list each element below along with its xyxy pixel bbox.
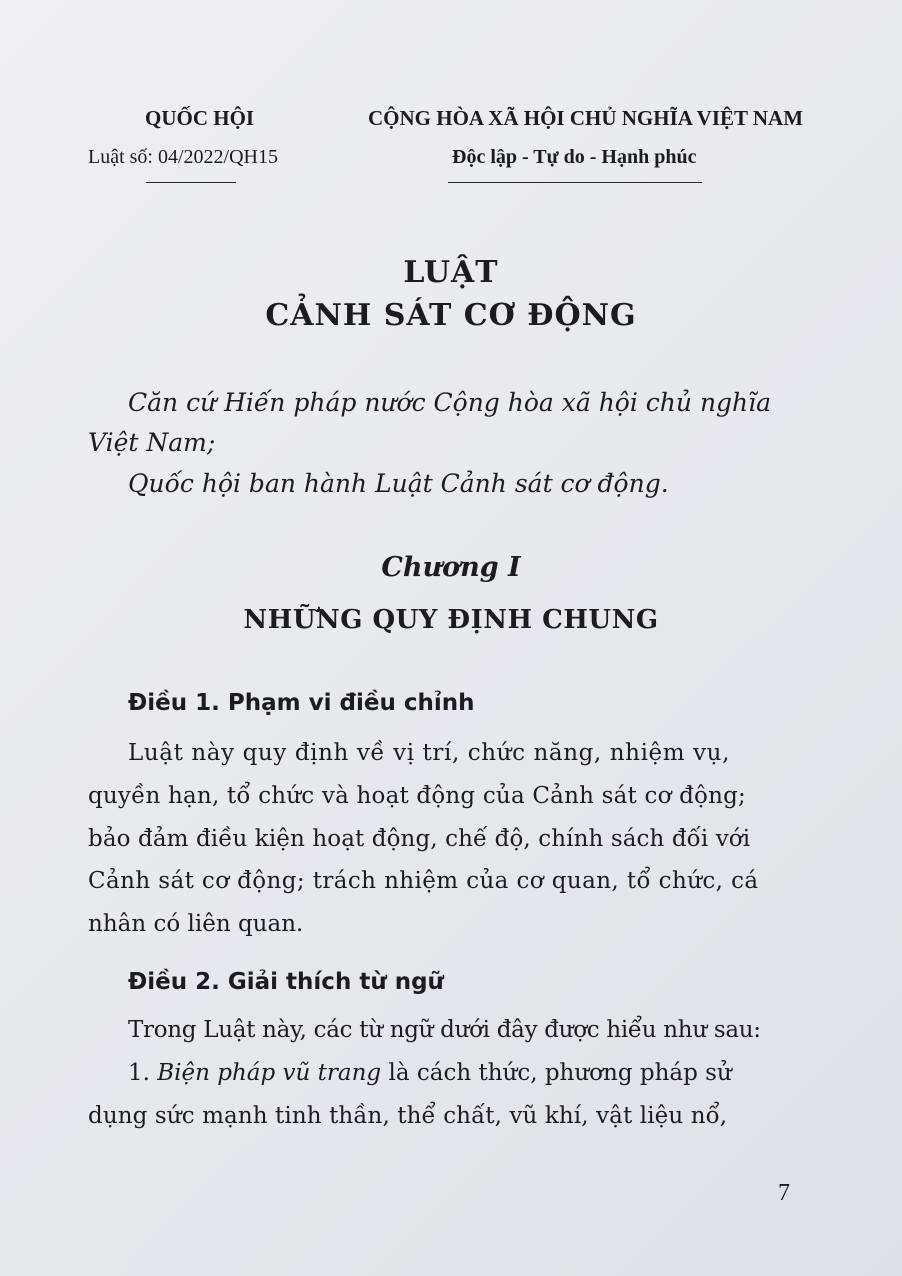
chapter-name: NHỮNG QUY ĐỊNH CHUNG: [243, 605, 659, 635]
article-1-line: Luật này quy định về vị trí, chức năng, nhiệm vụ,: [128, 740, 730, 766]
article-2-intro: Trong Luật này, các từ ngữ dưới đây được hiểu như sau:: [128, 1017, 761, 1043]
header-left-rule: [146, 182, 236, 183]
preamble-line: Việt Nam;: [88, 428, 216, 457]
definition-text: là cách thức, phương pháp sử: [388, 1060, 732, 1086]
item-number: 1.: [128, 1060, 150, 1086]
defined-term: Biện pháp vũ trang: [157, 1060, 382, 1086]
preamble-line: Căn cứ Hiến pháp nước Cộng hòa xã hội chủ nghĩa: [128, 388, 772, 417]
chapter-number: Chương I: [381, 552, 521, 583]
article-1-line: bảo đảm điều kiện hoạt động, chế độ, chính sách đối với: [88, 826, 751, 852]
header-right-rule: [448, 182, 702, 183]
article-1-heading: Điều 1. Phạm vi điều chỉnh: [128, 690, 475, 716]
law-title-label: LUẬT: [403, 255, 499, 290]
law-number: Luật số: 04/2022/QH15: [88, 146, 278, 168]
preamble-line: Quốc hội ban hành Luật Cảnh sát cơ động.: [128, 469, 669, 498]
article-2-item-1: [128, 1060, 732, 1086]
article-2-heading: Điều 2. Giải thích từ ngữ: [128, 969, 444, 995]
motto: Độc lập - Tự do - Hạnh phúc: [452, 146, 697, 168]
article-1-line: Cảnh sát cơ động; trách nhiệm của cơ quan, tổ chức, cá: [88, 868, 759, 894]
issuing-body: QUỐC HỘI: [145, 106, 255, 130]
page-number: 7: [778, 1180, 790, 1206]
law-title: CẢNH SÁT CƠ ĐỘNG: [265, 298, 637, 333]
article-1-line: nhân có liên quan.: [88, 911, 304, 937]
article-1-line: quyền hạn, tổ chức và hoạt động của Cảnh sát cơ động;: [88, 783, 746, 809]
state-name: CỘNG HÒA XÃ HỘI CHỦ NGHĨA VIỆT NAM: [368, 106, 804, 130]
article-2-item-1-cont: dụng sức mạnh tinh thần, thể chất, vũ khí, vật liệu nổ,: [88, 1103, 728, 1129]
